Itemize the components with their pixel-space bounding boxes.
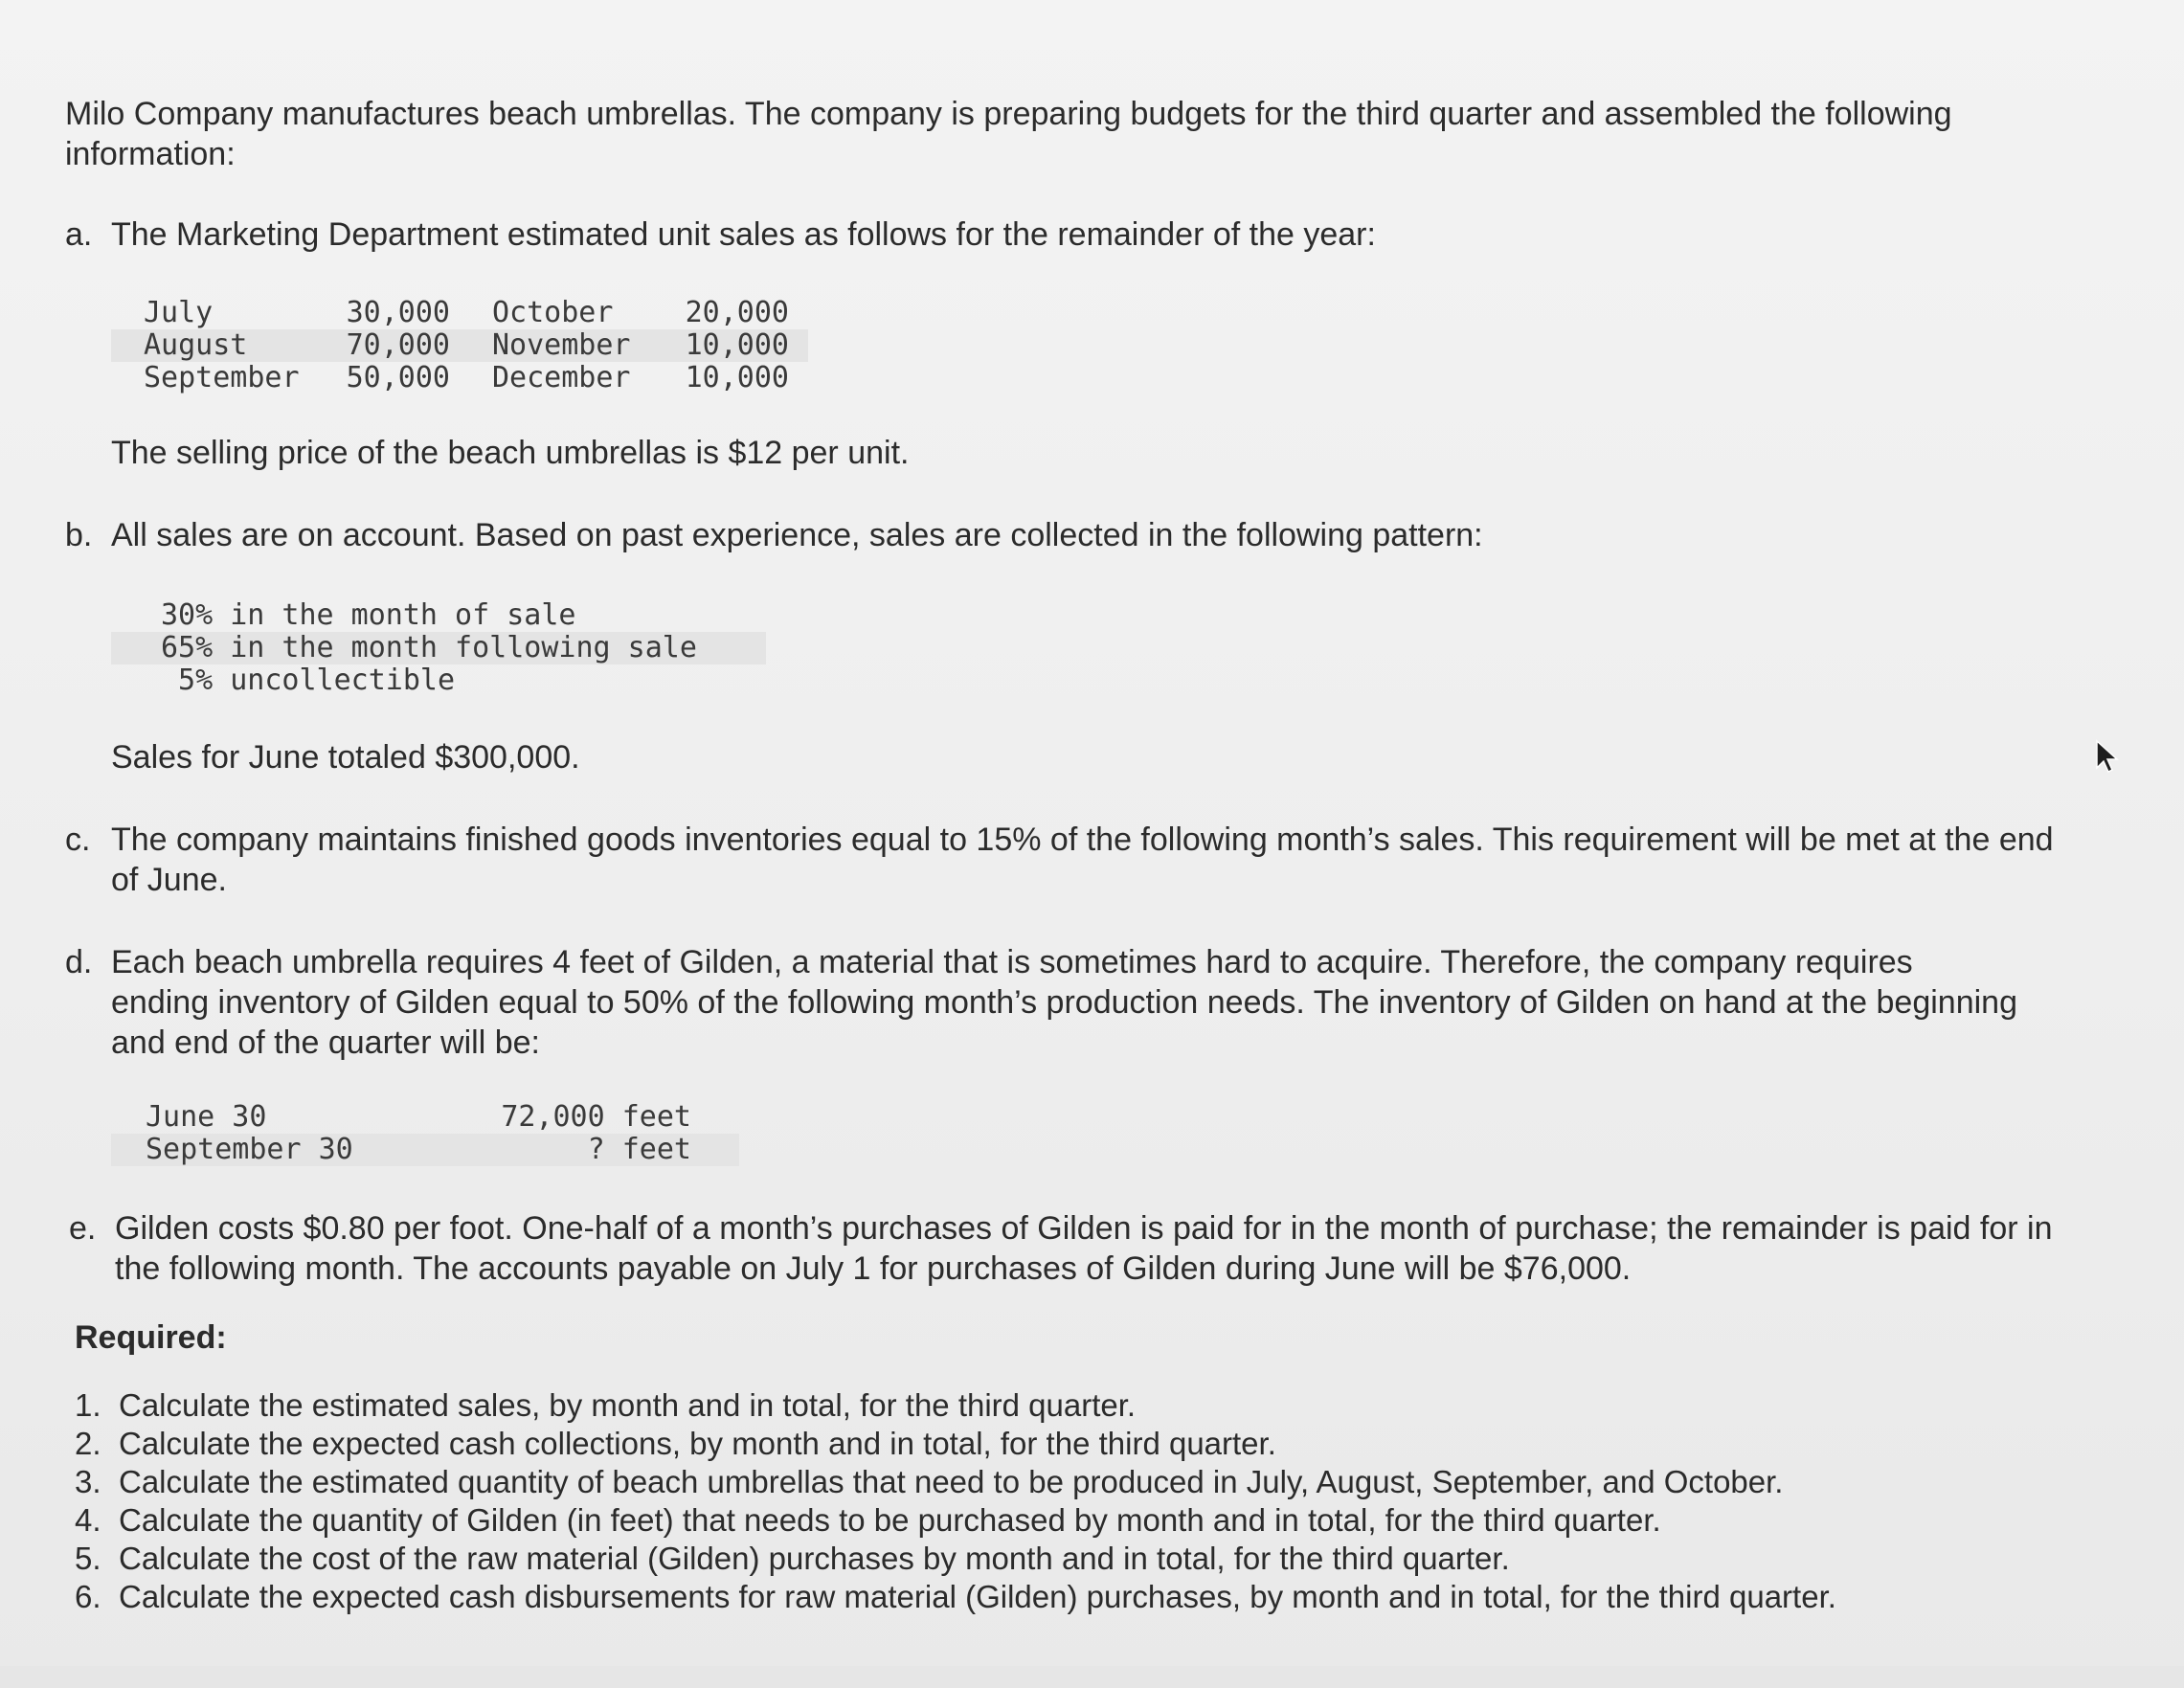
value-cell: 10,000	[674, 329, 808, 362]
list-item: 5% uncollectible	[161, 664, 456, 697]
unit-sales-table	[111, 297, 808, 394]
value-cell: 20,000	[685, 296, 789, 329]
item-number: 2.	[75, 1426, 101, 1461]
table-row	[111, 362, 808, 394]
item-text: Calculate the estimated quantity of beach umbrellas that need to be produced in July, August, September, and October.	[119, 1464, 1784, 1499]
value-cell: ? feet	[414, 1134, 739, 1166]
item-e-label: e.	[69, 1210, 97, 1247]
item-text: Calculate the cost of the raw material (Gilden) purchases by month and in total, for the third quarter.	[119, 1541, 1510, 1576]
item-b-label: b.	[65, 517, 93, 553]
table-row	[111, 297, 808, 329]
item-d-text: Each beach umbrella requires 4 feet of Gilden, a material that is sometimes hard to acquire. Therefore, the company requires ending inventory of Gilden equal to 50% of the following month’s production needs. The inventory of Gilden on hand at the beginning and end of the quarter will be:	[111, 944, 2017, 1061]
item-a-text: The Marketing Department estimated unit sales as follows for the remainder of the year:	[111, 216, 1376, 253]
month-cell: September	[144, 361, 300, 394]
value-cell: 72,000 feet	[501, 1100, 691, 1134]
table-row	[111, 1134, 739, 1166]
june-sales-note: Sales for June totaled $300,000.	[111, 739, 580, 776]
item-a-label: a.	[65, 216, 93, 253]
intro-paragraph: Milo Company manufactures beach umbrellas. The company is preparing budgets for the third quarter and assembled the following information:	[65, 96, 1952, 172]
value-cell: 70,000	[346, 328, 450, 362]
item-b	[65, 515, 2057, 555]
date-cell: September 30	[111, 1134, 414, 1166]
item-number: 6.	[75, 1579, 101, 1614]
list-item	[75, 1540, 1836, 1578]
list-item: 30% in the month of sale	[161, 598, 576, 632]
list-item: 65% in the month following sale	[111, 632, 766, 664]
item-b-text: All sales are on account. Based on past experience, sales are collected in the following pattern:	[111, 517, 1483, 553]
item-c-text: The company maintains finished goods inventories equal to 15% of the following month’s sales. This requirement will be met at the end of June.	[111, 821, 2054, 898]
item-number: 3.	[75, 1464, 101, 1499]
table-row	[111, 329, 808, 362]
item-text: Calculate the quantity of Gilden (in feet) that needs to be purchased by month and in total, for the third quarter.	[119, 1502, 1661, 1538]
month-cell: July	[144, 296, 214, 329]
required-heading: Required:	[75, 1319, 227, 1356]
bottom-edge	[0, 1666, 2184, 1688]
item-number: 4.	[75, 1502, 101, 1538]
required-list	[75, 1386, 1836, 1616]
item-number: 1.	[75, 1387, 101, 1423]
month-cell: November	[450, 329, 674, 362]
value-cell: 30,000	[346, 296, 450, 329]
list-item	[75, 1463, 1836, 1501]
month-cell: October	[492, 296, 614, 329]
list-item	[75, 1386, 1836, 1425]
gilden-inventory-table	[111, 1101, 739, 1166]
list-item	[75, 1501, 1836, 1540]
mouse-pointer-icon	[2093, 739, 2122, 777]
price-note: The selling price of the beach umbrellas is $12 per unit.	[111, 435, 910, 471]
item-number: 5.	[75, 1541, 101, 1576]
list-item	[75, 1425, 1836, 1463]
item-text: Calculate the estimated sales, by month and in total, for the third quarter.	[119, 1387, 1137, 1423]
item-c-label: c.	[65, 821, 91, 858]
item-e	[69, 1208, 2060, 1289]
date-cell: June 30	[146, 1100, 267, 1134]
month-cell: August	[111, 329, 345, 362]
item-text: Calculate the expected cash disbursements for raw material (Gilden) purchases, by month and in total, for the third quarter.	[119, 1579, 1836, 1614]
item-d-label: d.	[65, 944, 93, 980]
table-row	[111, 1101, 739, 1134]
item-a	[65, 214, 2057, 255]
item-c	[65, 820, 2066, 900]
collection-pattern	[111, 599, 766, 697]
item-text: Calculate the expected cash collections, by month and in total, for the third quarter.	[119, 1426, 1276, 1461]
value-cell: 10,000	[685, 361, 789, 394]
value-cell: 50,000	[346, 361, 450, 394]
item-d	[65, 942, 2018, 1063]
item-e-text: Gilden costs $0.80 per foot. One-half of a month’s purchases of Gilden is paid for in the month of purchase; the remainder is paid for in the following month. The accounts payable on July 1 for purchases of Gilden during June will be $76,000.	[115, 1210, 2053, 1287]
list-item	[75, 1578, 1836, 1616]
month-cell: December	[492, 361, 631, 394]
